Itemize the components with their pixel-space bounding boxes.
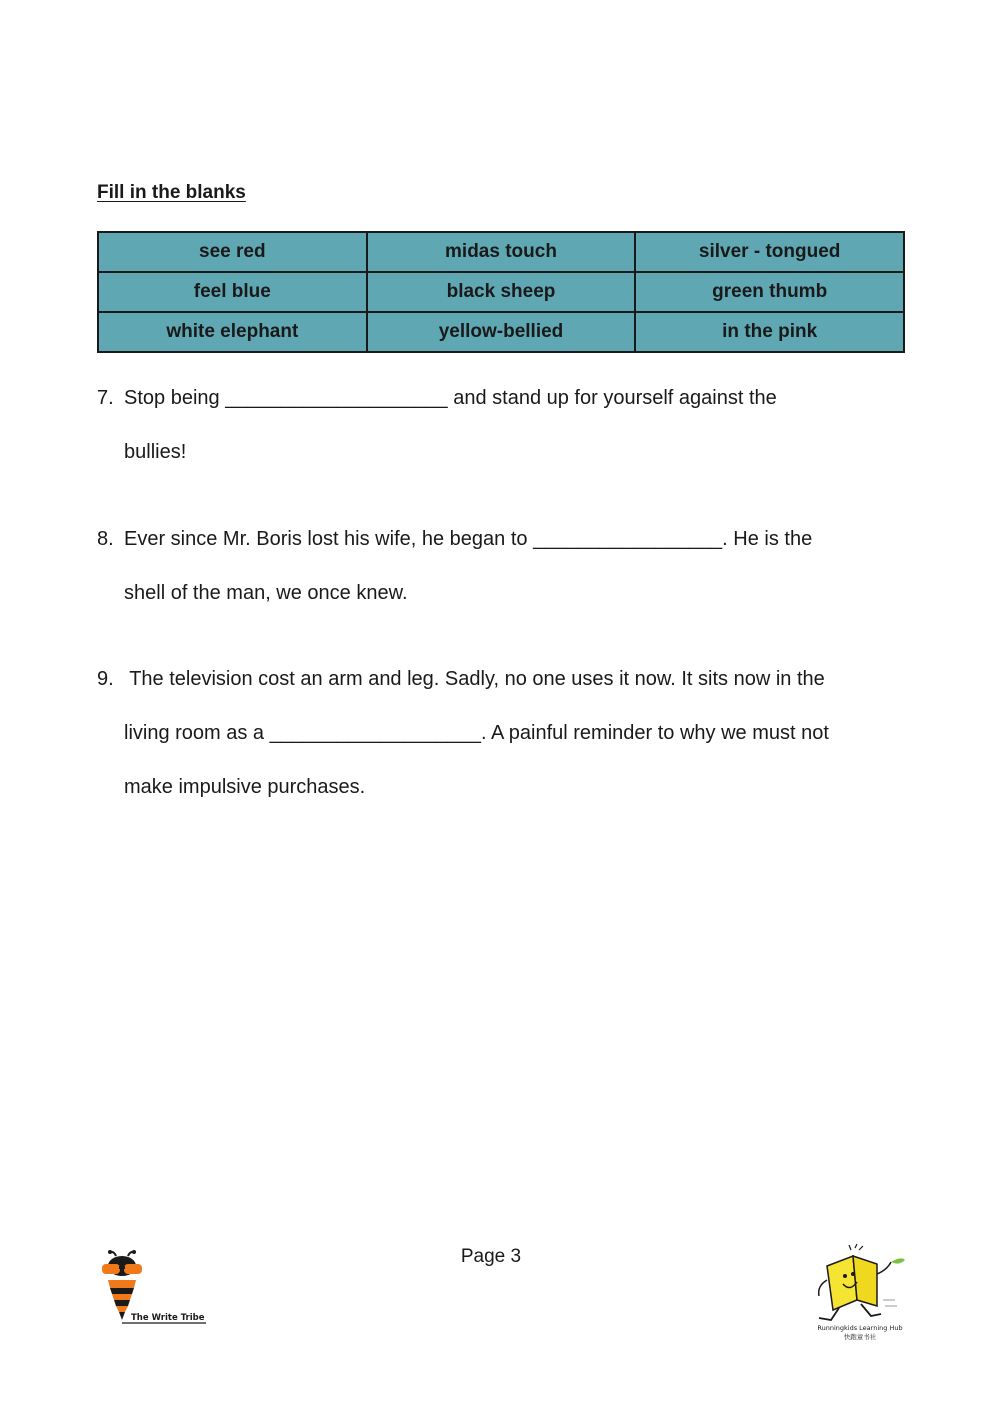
question-line: make impulsive purchases. — [124, 776, 366, 798]
word-cell: in the pink — [635, 312, 904, 352]
question-line: Stop being ____________________ and stand up for yourself against the — [124, 387, 777, 409]
word-cell: midas touch — [367, 232, 636, 272]
page-number: Page 3 — [460, 1246, 522, 1267]
question-line: The television cost an arm and leg. Sadly, no one uses it now. It sits now in the — [124, 668, 825, 690]
question-line: bullies! — [124, 441, 187, 463]
question-line: living room as a ___________________. A painful reminder to why we must not — [124, 722, 829, 744]
word-cell: feel blue — [98, 272, 367, 312]
word-cell: yellow-bellied — [367, 312, 636, 352]
runningkids-book-logo — [805, 1244, 915, 1344]
word-cell: green thumb — [635, 272, 904, 312]
runningkids-logo-text: Runningkids Learning Hub — [817, 1324, 903, 1332]
question-line: shell of the man, we once knew. — [124, 582, 408, 604]
word-bank-table — [97, 231, 905, 353]
question-7 — [97, 371, 917, 479]
question-line: Ever since Mr. Boris lost his wife, he began to _________________. He is the — [124, 528, 813, 550]
question-8 — [97, 512, 917, 620]
question-number: 9. — [97, 668, 114, 690]
runningkids-logo-subtext: 快跑童书社 — [843, 1333, 877, 1341]
question-number: 7. — [97, 387, 114, 409]
question-number: 8. — [97, 528, 114, 550]
section-heading: Fill in the blanks — [97, 182, 246, 203]
write-tribe-bee-logo — [98, 1250, 210, 1330]
question-9 — [97, 652, 917, 814]
word-cell: black sheep — [367, 272, 636, 312]
table-row — [98, 232, 904, 272]
table-row — [98, 312, 904, 352]
table-row — [98, 272, 904, 312]
word-cell: silver - tongued — [635, 232, 904, 272]
write-tribe-logo-text: The Write Tribe — [131, 1313, 205, 1323]
word-cell: white elephant — [98, 312, 367, 352]
word-cell: see red — [98, 232, 367, 272]
